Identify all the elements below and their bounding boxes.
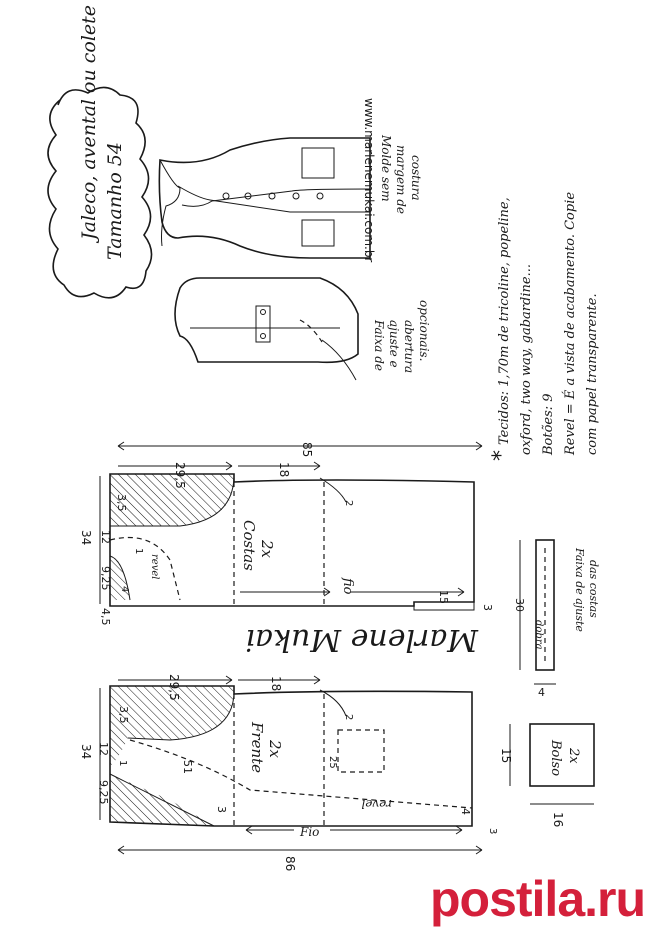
front-dim-hem: 3 — [215, 806, 228, 813]
front-dim-side: 9,25 — [97, 780, 110, 805]
back-dim-neck-depth: 3,5 — [115, 494, 128, 512]
back-dim-neck-small: 4,5 — [99, 608, 112, 626]
adjust-band-piece — [513, 540, 600, 699]
signature: Marlene Mukai — [245, 622, 478, 657]
materials-line1: Tecidos: 1,70m de tricoline, popeline, — [497, 197, 512, 445]
front-dim-corner: 4 — [459, 808, 472, 815]
band-length: 30 — [513, 598, 526, 612]
note-seam — [379, 134, 423, 214]
back-dim-corner: 3 — [481, 604, 494, 611]
title-cloud — [48, 5, 152, 298]
front-dim-c1: 1 — [117, 760, 128, 767]
back-revel: revel — [149, 554, 160, 580]
pocket-name: Bolso — [548, 740, 563, 777]
note-band-1: Faixa de — [372, 320, 386, 372]
back-dim-c1: 4 — [119, 586, 130, 593]
back-dim-length: 85 — [300, 442, 314, 458]
materials-line5: com papel transparente. — [585, 293, 600, 455]
band-label2: das costas — [587, 560, 600, 618]
note-band-2: ajuste e — [387, 320, 401, 368]
back-dim-shoulder-drop: 29,5 — [173, 462, 187, 489]
front-dim-lapel: 51 — [181, 760, 194, 774]
pocket-height: 16 — [551, 812, 565, 828]
back-dim-side: 9,25 — [99, 566, 112, 591]
note-seam-3: costura — [409, 155, 423, 201]
vest-front-illustration — [159, 138, 370, 258]
note-band-4: opcionais. — [417, 300, 431, 362]
band-fold: dobra — [533, 620, 544, 650]
title-line1: Jaleco, avental ou colete — [78, 4, 100, 240]
back-pattern-piece — [79, 442, 494, 626]
vest-back-illustration — [175, 278, 358, 362]
back-dim-neck: 12 — [99, 530, 112, 544]
front-revel: revel — [361, 797, 392, 811]
back-piece-name: Costas — [240, 520, 258, 571]
front-dim-neck: 12 — [97, 742, 110, 756]
back-dim-c3: 2 — [343, 500, 354, 507]
front-piece-name: Frente — [248, 722, 266, 774]
note-band-3: abertura — [402, 320, 416, 374]
materials-list — [489, 192, 600, 461]
front-pattern-piece — [79, 674, 498, 871]
front-dim-shoulder: 18 — [269, 676, 283, 692]
materials-star: * — [489, 450, 514, 461]
watermark-dot: . — [584, 871, 598, 927]
pocket-width: 15 — [499, 748, 513, 764]
back-grain: fio — [340, 578, 355, 595]
pocket-piece — [499, 724, 594, 827]
note-band — [372, 300, 431, 373]
front-dim-neck-depth: 3,5 — [117, 706, 130, 724]
front-dim-c2: 2 — [343, 714, 354, 721]
back-dim-c2: 1 — [133, 548, 144, 555]
front-grain: Fio — [300, 825, 320, 839]
front-dim-c3: 3 — [487, 828, 498, 835]
back-piece-qty: 2x — [258, 540, 276, 559]
front-dim-width: 34 — [79, 744, 93, 760]
watermark-logo — [430, 870, 645, 928]
front-dim-shoulder-drop: 29,5 — [167, 674, 181, 701]
materials-line2: oxford, two way, gabardine... — [519, 264, 534, 455]
pocket-qty: 2x — [566, 748, 581, 764]
website-link[interactable]: www.marlenemukai.com.br — [362, 98, 376, 263]
materials-line3: Botões: 9 — [541, 393, 556, 455]
band-height: 4 — [538, 686, 545, 699]
front-dim-pocket-pos: 25 — [327, 756, 338, 769]
back-dim-hem: 15 — [437, 590, 450, 604]
watermark-tld: ru — [597, 871, 646, 927]
materials-line4: Revel = É a vista de acabamento. Copie — [563, 191, 578, 455]
back-dim-width: 34 — [79, 530, 93, 546]
front-piece-qty: 2x — [266, 740, 284, 759]
note-band-arrow — [322, 340, 356, 380]
note-seam-1: Molde sem — [379, 135, 393, 202]
title-line2: Tamanho 54 — [104, 142, 126, 260]
back-dim-shoulder: 18 — [277, 462, 291, 478]
front-dim-length: 86 — [283, 856, 297, 872]
note-seam-2: margem de — [394, 145, 408, 215]
band-label1: Faixa de ajuste — [573, 548, 586, 632]
watermark-text: postila — [430, 871, 585, 927]
